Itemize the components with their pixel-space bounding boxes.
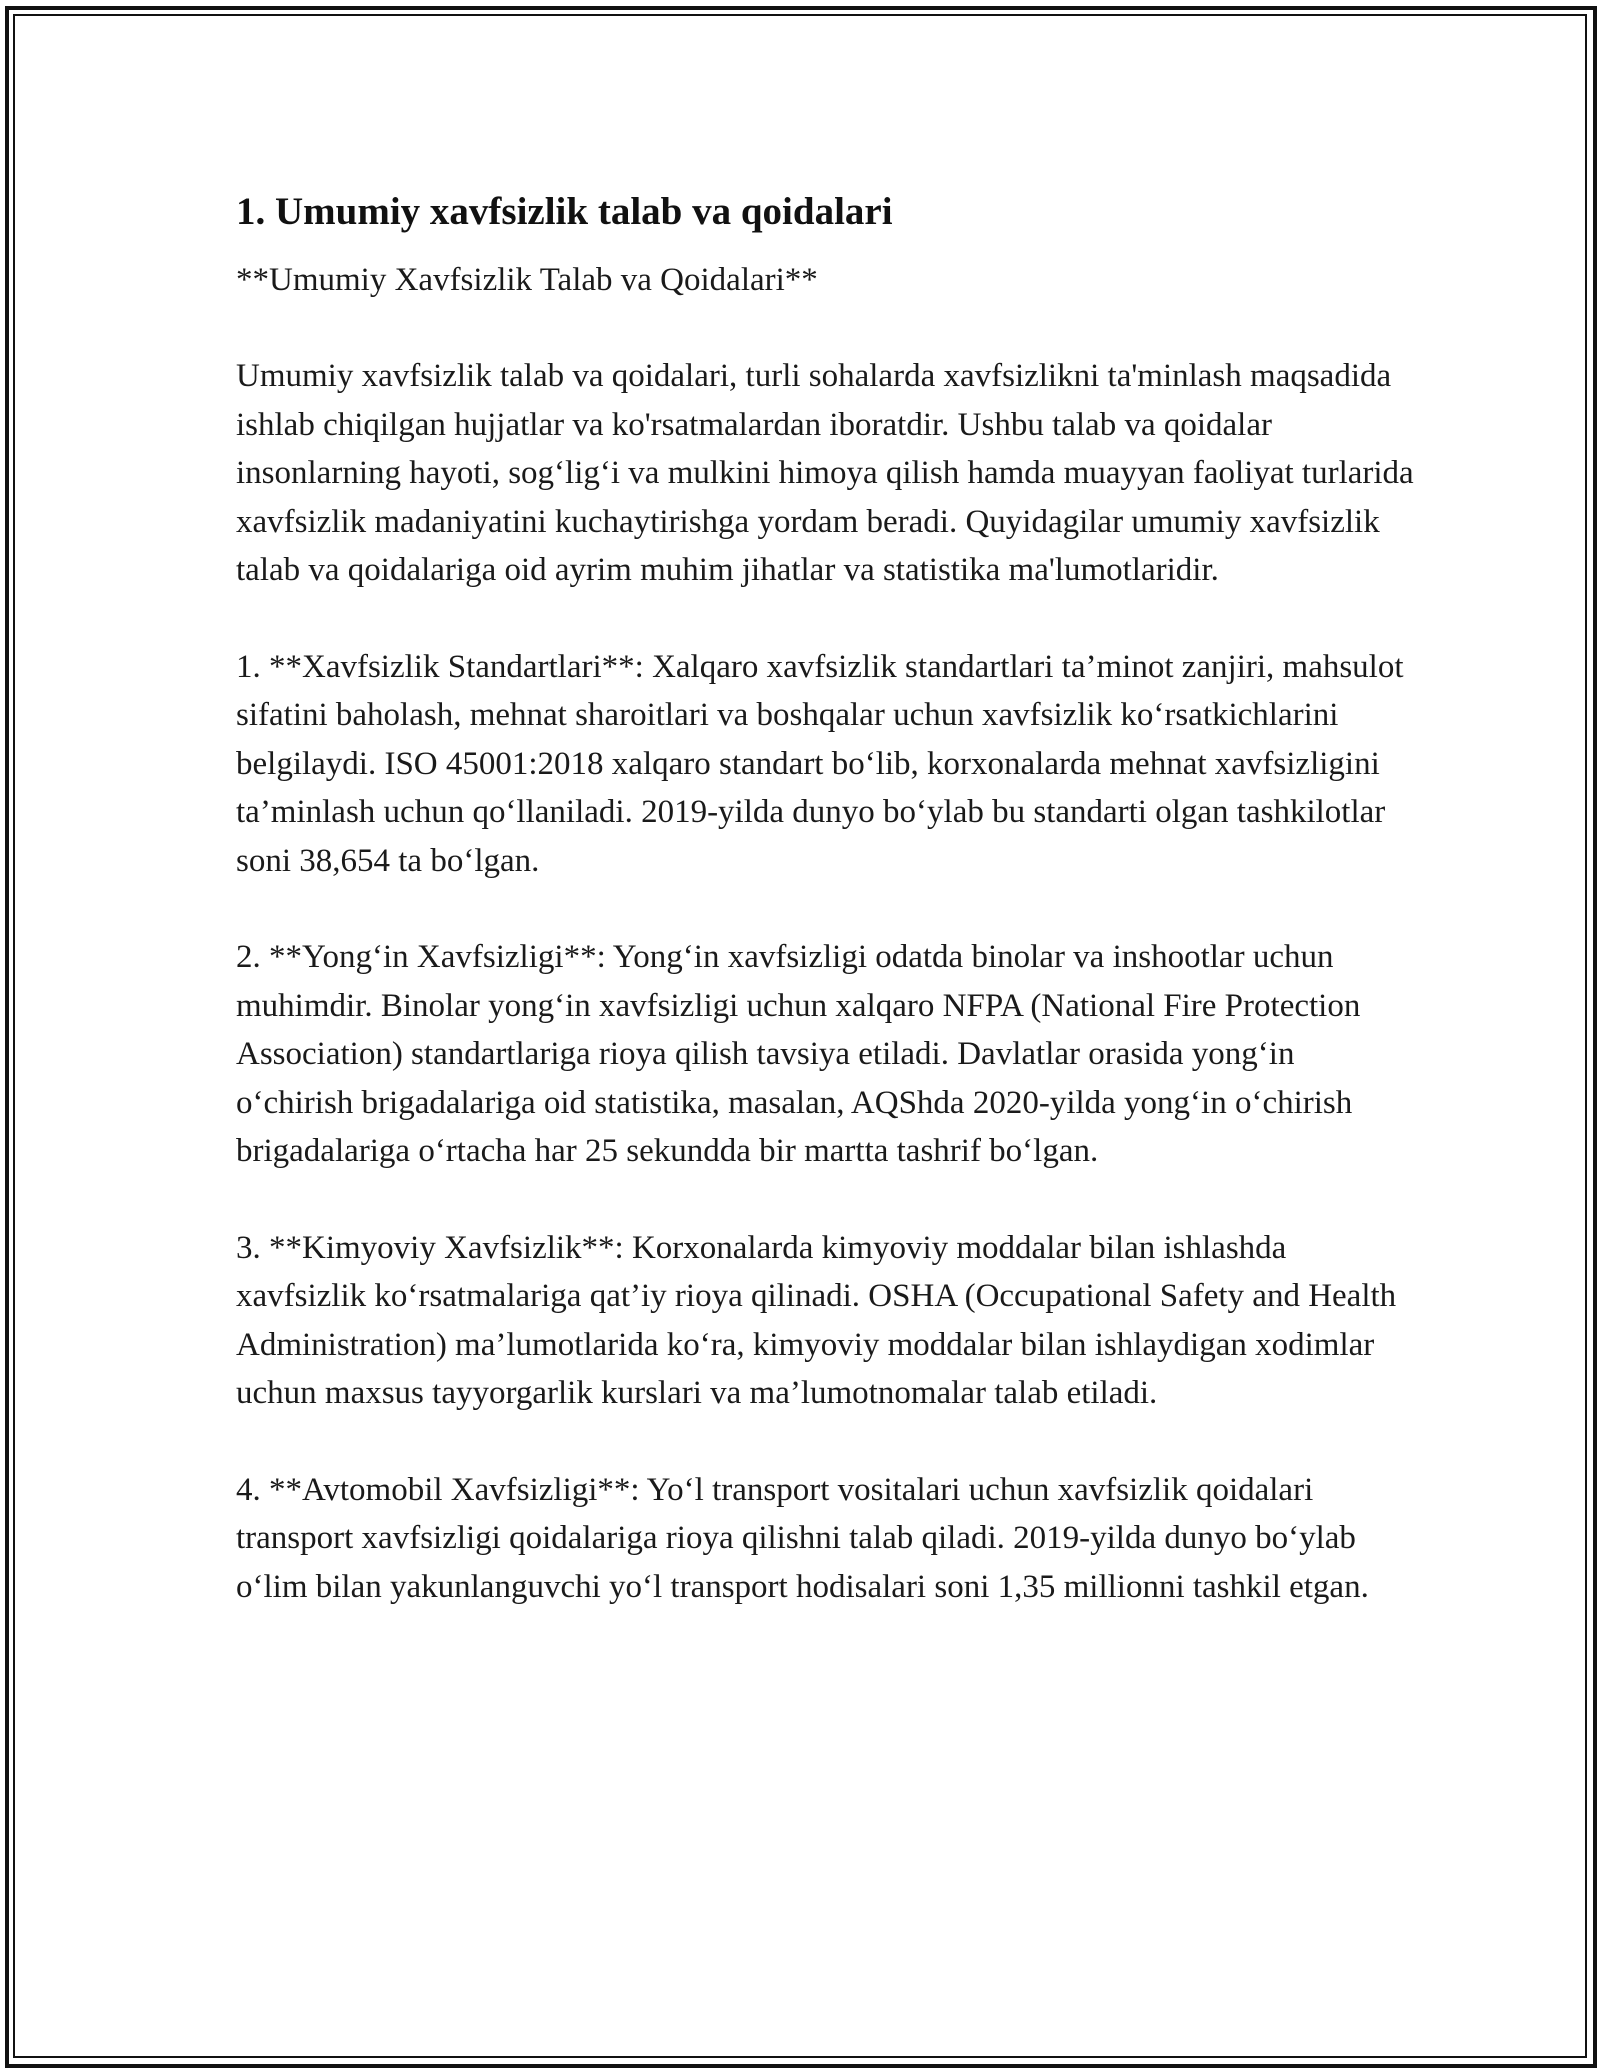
list-item-chemical-safety: 3. **Kimyoviy Xavfsizlik**: Korxonalarda kimyoviy moddalar bilan ishlashda xavfsizlik ko‘rsatmalariga qat’iy rioya qilinadi. OSHA (Occupational Safety and Health Administration) ma’lumotlarida ko‘ra, kimyoviy moddalar bilan ishlaydigan xodimlar uchun maxsus tayyorgarlik kurslari va ma’lumotnomalar talab etiladi. [236,1229,1397,1411]
list-item-vehicle-safety: 4. **Avtomobil Xavfsizligi**: Yo‘l transport vositalari uchun xavfsizlik qoidalari transport xavfsizligi qoidalariga rioya qilishni talab qiladi. 2019-yilda dunyo bo‘ylab o‘lim bilan yakunlanguvchi yo‘l transport hodisalari soni 1,35 millionni tashkil etgan. [236,1471,1369,1605]
list-item-safety-standards: 1. **Xavfsizlik Standartlari**: Xalqaro xavfsizlik standartlari ta’minot zanjiri, mahsulot sifatini baholash, mehnat sharoitlari va boshqalar uchun xavfsizlik ko‘rsatkichlarini belgilaydi. ISO 45001:2018 xalqaro standart bo‘lib, korxonalarda mehnat xavfsizligini ta’minlash uchun qo‘llaniladi. 2019-yilda dunyo bo‘ylab bu standarti olgan tashkilotlar soni 38,654 ta bo‘lgan. [236,648,1404,879]
list-item-fire-safety: 2. **Yong‘in Xavfsizligi**: Yong‘in xavfsizligi odatda binolar va inshootlar uchun muhimdir. Binolar yong‘in xavfsizligi uchun xalqaro NFPA (National Fire Protection Association) standartlariga rioya qilish tavsiya etiladi. Davlatlar orasida yong‘in o‘chirish brigadalariga oid statistika, masalan, AQShda 2020-yilda yong‘in o‘chirish brigadalariga o‘rtacha har 25 sekundda bir martta tashrif bo‘lgan. [236,939,1361,1169]
document-title: 1. Umumiy xavfsizlik talab va qoidalari [236,190,893,233]
intro-paragraph: Umumiy xavfsizlik talab va qoidalari, turli sohalarda xavfsizlikni ta'minlash maqsadida ishlab chiqilgan hujjatlar va ko'rsatmalardan iboratdir. Ushbu talab va qoidalar insonlarning hayoti, sog‘lig‘i va mulkini himoya qilish hamda muayyan faoliyat turlarida xavfsizlik madaniyatini kuchaytirishga yordam beradi. Quyidagilar umumiy xavfsizlik talab va qoidalariga oid ayrim muhim jihatlar va statistika ma'lumotlaridir. [236,358,1414,588]
document-subtitle: **Umumiy Xavfsizlik Talab va Qoidalari** [236,262,818,298]
document-body [236,186,1416,1611]
